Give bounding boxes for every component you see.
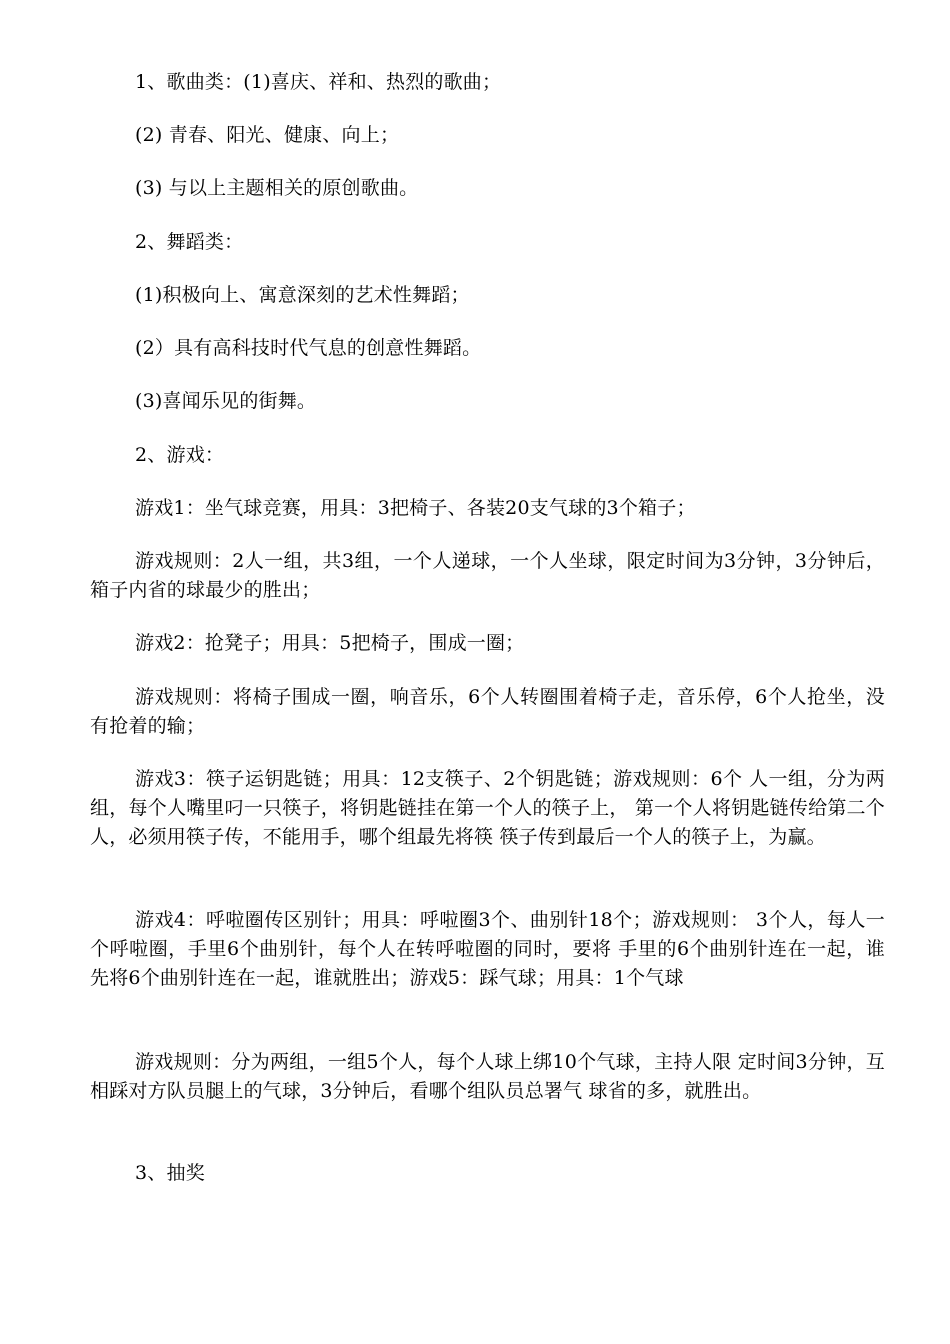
paragraph-songs-2: (2) 青春、阳光、健康、向上； [135, 124, 400, 146]
paragraph-dance-2: (2）具有高科技时代气息的创意性舞蹈。 [135, 337, 482, 359]
paragraph-games-heading: 2、游戏： [135, 444, 225, 466]
paragraph-dance-1: (1)积极向上、寓意深刻的艺术性舞蹈； [135, 284, 470, 306]
paragraph-dance-heading: 2、舞蹈类： [135, 231, 244, 253]
paragraph-game-3: 游戏3：筷子运钥匙链；用具：12支筷子、2个钥匙链；游戏规则：6个 人一组，分为两组，每个人嘴里叼一只筷子，将钥匙链挂在第一个人的筷子上， 第一个人将钥匙链传给第二个人，必须用筷子传，不能用手，哪个组最先将筷 筷子传到最后一个人的筷子上，为赢。 [90, 768, 885, 848]
paragraph-songs-1: 1、歌曲类：(1)喜庆、祥和、热烈的歌曲； [135, 71, 502, 93]
paragraph-game-1: 游戏1：坐气球竞赛，用具：3把椅子、各装20支气球的3个箱子； [135, 497, 696, 519]
paragraph-dance-3: (3)喜闻乐见的街舞。 [135, 390, 317, 412]
paragraph-game-5-rules: 游戏规则：分为两组，一组5个人，每个人球上绑10个气球，主持人限 定时间3分钟，互相踩对方队员腿上的气球，3分钟后，看哪个组队员总署气 球省的多，就胜出。 [90, 1051, 885, 1102]
paragraph-game-4: 游戏4：呼啦圈传区别针；用具：呼啦圈3个、曲别针18个；游戏规则： 3个人，每人一个呼啦圈，手里6个曲别针，每个人在转呼啦圈的同时，要将 手里的6个曲别针连在一起，谁先将6个曲别针连在一起，谁就胜出；游戏5：踩气球；用具：1个气球 [90, 909, 885, 989]
paragraph-game-2: 游戏2：抢凳子；用具：5把椅子，围成一圈； [135, 632, 525, 654]
paragraph-lottery-heading: 3、抽奖 [135, 1162, 205, 1184]
paragraph-game-2-rules: 游戏规则：将椅子围成一圈，响音乐，6个人转圈围着椅子走，音乐停，6个人抢坐，没有抢着的输； [90, 686, 885, 737]
paragraph-songs-3: (3) 与以上主题相关的原创歌曲。 [135, 177, 419, 199]
paragraph-game-1-rules: 游戏规则：2人一组，共3组，一个人递球，一个人坐球，限定时间为3分钟，3分钟后，箱子内省的球最少的胜出； [90, 550, 885, 601]
